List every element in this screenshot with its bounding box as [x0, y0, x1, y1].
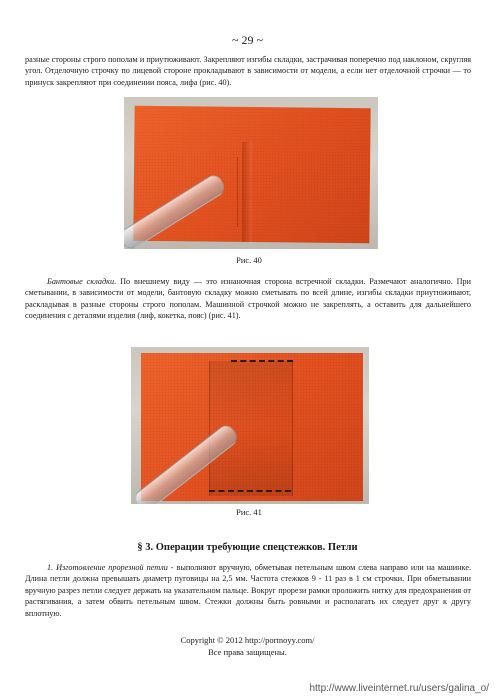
footer-rights: Все права защищены.: [208, 647, 287, 657]
intro-text: разные стороны строго пополам и приутюживают. Закрепляют изгибы складки, застрачивая поперечно под наклоном, скругляя угол. Отделочную строчку по лицевой стороне прокладывают в зависимости от модели, а если нет отделочной строчки — то принуск закрепляют при соединении пояса, лифа (рис. 40).: [25, 55, 471, 87]
watermark: http://www.liveinternet.ru/users/galina_o/: [309, 683, 489, 694]
pleat-stitch: [237, 157, 238, 227]
bow-pleats-term: Бантовые складки: [47, 277, 115, 286]
intro-paragraph: [25, 54, 471, 88]
pleat-fold: [242, 142, 252, 242]
basting-stitch-bottom: [209, 490, 291, 492]
buttonhole-text: - выполняют вручную, обметывая петельным швом слева направо или на машинке. Длина петли должна превышать диаметр пуговицы на 2,5 мм. Частота стежков 9 - 11 раз в 1 см строчки. При обметывании вручную разрез петли следует держать на указательном пальце. Вокруг прорези рамки проложить нитку для предохранения от растягивания, а затем обвить петельным швом. Стежки должны быть ровными и располагать их следует друг к другу вплотную.: [25, 563, 471, 618]
bow-pleats-text: . По внешнему виду — это изнаночная сторона встречной складки. Размечают аналогично. При сметывании, в зависимости от модели, бантовую складку можно сметывать по всей длине, изгибы складки приутюживают, раскладывая в разные стороны строго пополам. Машинной строчкой можно не закреплять, а оставить для дальнейшего соединения с деталями изделия (лиф, кокетка, пояс) (рис. 41).: [25, 277, 472, 321]
basting-stitch-top: [231, 360, 293, 362]
buttonhole-paragraph: [25, 562, 471, 619]
footer-copyright: Copyright © 2012 http://portnoyy.com/: [180, 635, 315, 645]
page-number: ~ 29 ~: [232, 33, 263, 47]
bow-pleats-paragraph: [25, 276, 471, 322]
section-heading: § 3. Операции требующие спецстежков. Петли: [137, 542, 358, 553]
buttonhole-term: 1. Изготовление прорезной петли: [47, 563, 168, 572]
figure-41-caption: Рис. 41: [236, 507, 262, 517]
figure-41-photo: [131, 347, 369, 504]
figure-40-caption: Рис. 40: [236, 255, 262, 265]
figure-40-photo: [124, 97, 378, 249]
